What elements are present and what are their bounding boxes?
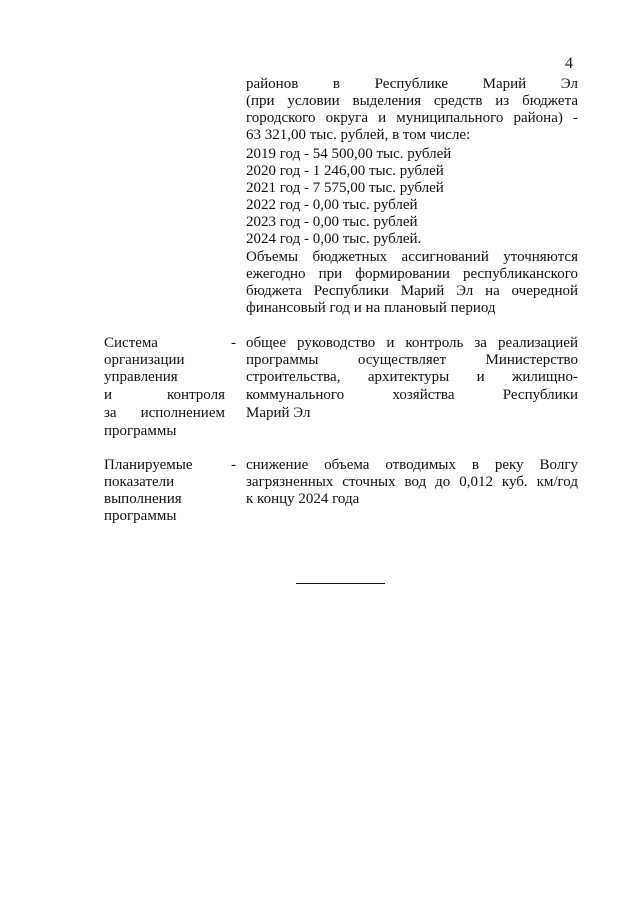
- management-value-line: строительства, архитектуры и жилищно-: [246, 369, 578, 385]
- financing-line: (при условии выделения средств из бюджета: [246, 93, 578, 109]
- management-value-line: Марий Эл: [246, 405, 311, 421]
- financing-line: городского округа и муниципального района) -: [246, 110, 578, 126]
- management-value-line: общее руководство и контроль за реализацией: [246, 335, 578, 351]
- management-label-line: за исполнением: [104, 405, 225, 421]
- results-value-line: загрязненных сточных вод до 0,012 куб. км/год: [246, 474, 578, 490]
- management-label-line: и контроля: [104, 387, 225, 403]
- financing-line: районов в Республике Марий Эл: [246, 76, 578, 92]
- results-label-line: программы: [104, 508, 177, 524]
- results-value-line: к концу 2024 года: [246, 491, 360, 507]
- management-label-line: управления: [104, 369, 178, 385]
- financing-line: 2020 год - 1 246,00 тыс. рублей: [246, 163, 444, 179]
- financing-line: ежегодно при формировании республиканского: [246, 266, 578, 282]
- management-label-line: организации: [104, 352, 185, 368]
- financing-line: Объемы бюджетных ассигнований уточняются: [246, 249, 578, 265]
- financing-line: 63 321,00 тыс. рублей, в том числе:: [246, 127, 471, 143]
- financing-line: бюджета Республики Марий Эл на очередной: [246, 283, 578, 299]
- financing-line: 2022 год - 0,00 тыс. рублей: [246, 197, 418, 213]
- management-label-line: программы: [104, 423, 177, 439]
- results-label-line: Планируемые: [104, 457, 193, 473]
- results-label-line: выполнения: [104, 491, 182, 507]
- results-dash: -: [231, 457, 236, 473]
- management-value-line: программы осуществляет Министерство: [246, 352, 578, 368]
- results-value-line: снижение объема отводимых в реку Волгу: [246, 457, 578, 473]
- financing-line: 2021 год - 7 575,00 тыс. рублей: [246, 180, 444, 196]
- financing-line: 2019 год - 54 500,00 тыс. рублей: [246, 146, 452, 162]
- management-label-line: Система: [104, 335, 158, 351]
- management-value-line: коммунального хозяйства Республики: [246, 387, 578, 403]
- financing-line: 2023 год - 0,00 тыс. рублей: [246, 214, 418, 230]
- financing-line: финансовый год и на плановый период: [246, 300, 496, 316]
- end-rule: [296, 583, 385, 584]
- results-label-line: показатели: [104, 474, 175, 490]
- management-dash: -: [231, 335, 236, 351]
- page-number: 4: [565, 55, 573, 72]
- financing-line: 2024 год - 0,00 тыс. рублей.: [246, 231, 422, 247]
